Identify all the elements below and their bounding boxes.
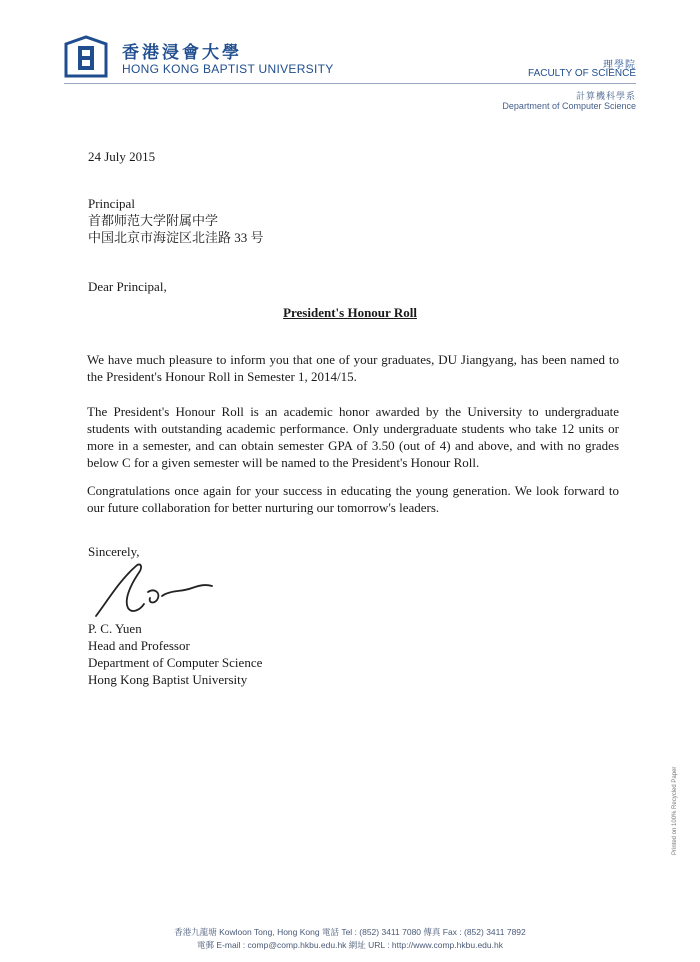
salutation: Dear Principal, [88,279,167,294]
recipient-school: 首都师范大学附属中学 [88,213,219,228]
faculty-name-english: FACULTY OF SCIENCE [528,68,636,79]
department-name-english: Department of Computer Science [502,101,636,111]
signatory-department: Department of Computer Science [88,655,263,670]
university-name-english: HONG KONG BAPTIST UNIVERSITY [122,62,334,76]
signatory-name: P. C. Yuen [88,621,142,636]
recipient-title: Principal [88,196,135,211]
footer-web-line: 電郵 E-mail : comp@comp.hkbu.edu.hk 網址 URL : http://www.comp.hkbu.edu.hk [197,940,503,950]
department-name-chinese: 計算機科學系 [575,91,636,101]
handwritten-signature [88,560,218,624]
closing: Sincerely, [88,544,140,559]
body-paragraph: The President's Honour Roll is an academic honor awarded by the University to undergraduate students with outstanding academic performance. Only undergraduate students who take 12 units or more in a semester, and can obtain semester GPA of 3.50 (out of 4) and above, and with no grades below C for a given semester will be named to the President's Honour Roll. [87,404,619,470]
body-paragraph: We have much pleasure to inform you that one of your graduates, DU Jiangyang, has been named to the President's Honour Roll in Semester 1, 2014/15. [87,352,619,384]
signatory-title: Head and Professor [88,638,190,653]
body-paragraph: Congratulations once again for your success in educating the young generation. We look forward to our future collaboration for better nurturing our tomorrow's leaders. [87,483,619,515]
recycled-paper-note: Printed on 100% Recycled Paper [672,766,678,855]
university-logo [64,34,108,80]
footer-contact-line: 香港九龍塘 Kowloon Tong, Hong Kong 電話 Tel : (852) 3411 7080 傳真 Fax : (852) 3411 7892 [174,927,526,937]
letterhead-divider [64,83,636,84]
recipient-address: 中国北京市海淀区北洼路 33 号 [88,230,264,245]
letter-heading: President's Honour Roll [283,305,417,320]
faculty-name-chinese: 理學院 [603,60,636,71]
signatory-institution: Hong Kong Baptist University [88,672,248,687]
university-name-chinese: 香港浸會大學 [122,43,242,62]
letter-date: 24 July 2015 [88,149,156,164]
